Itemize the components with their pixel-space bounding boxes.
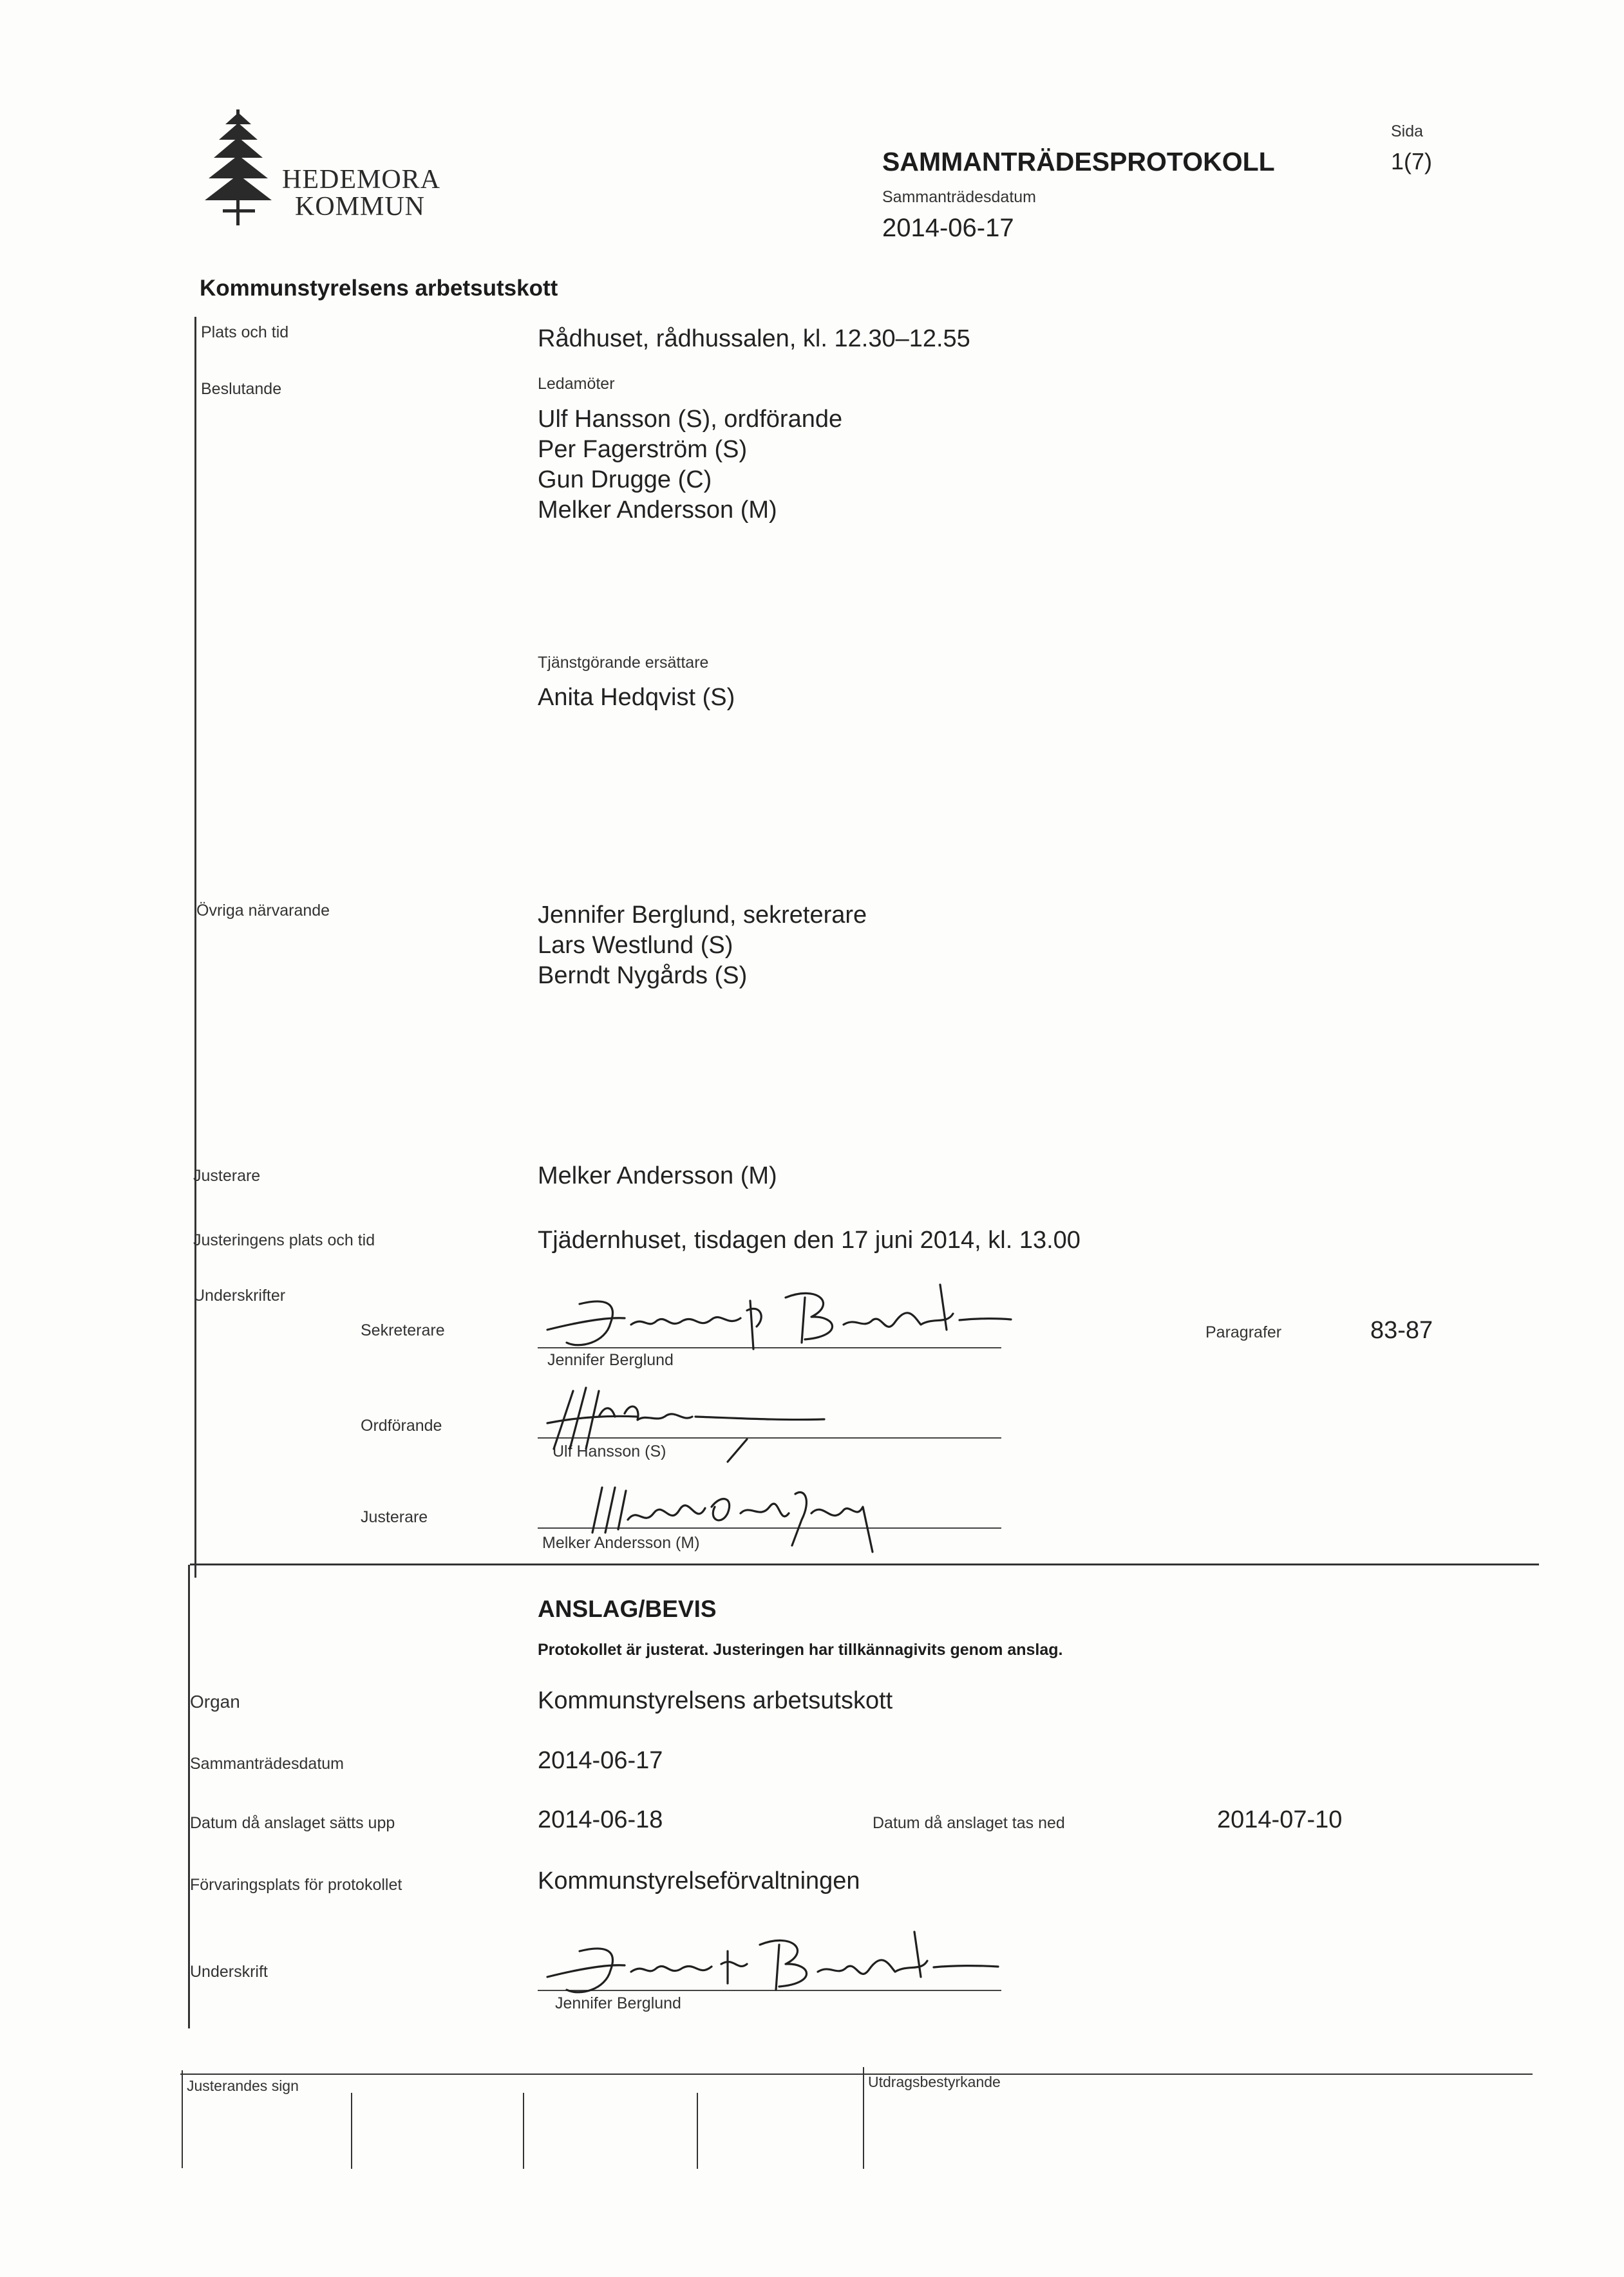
logo-name-line2: KOMMUN	[295, 192, 426, 222]
member-name: Gun Drugge (C)	[538, 466, 712, 493]
present-person: Lars Westlund (S)	[538, 932, 733, 959]
signature-name: Ulf Hansson (S)	[552, 1442, 666, 1460]
adjustment-place-value: Tjädernhuset, tisdagen den 17 juni 2014, kl. 13.00	[538, 1227, 1081, 1254]
signature-label: Underskrift	[190, 1963, 268, 1981]
signatures-label: Underskrifter	[193, 1287, 286, 1305]
meeting-date: 2014-06-17	[882, 214, 1014, 242]
footer-left-rule	[182, 2070, 183, 2168]
left-rule-upper	[194, 317, 196, 1578]
sign-box-divider[interactable]	[523, 2093, 524, 2169]
municipality-logo-tree-icon	[200, 106, 277, 229]
organ-label: Organ	[190, 1692, 240, 1712]
notice-meeting-date: 2014-06-17	[538, 1747, 663, 1774]
posted-date: 2014-06-18	[538, 1806, 663, 1833]
footer-middle-rule	[863, 2067, 864, 2169]
footer-top-rule	[180, 2074, 1533, 2075]
paragraphs-value: 83-87	[1370, 1317, 1433, 1344]
location-value: Rådhuset, rådhussalen, kl. 12.30–12.55	[538, 325, 970, 352]
notice-signature-icon	[534, 1925, 1011, 2016]
page-label: Sida	[1391, 122, 1424, 140]
paragraphs-label: Paragrafer	[1205, 1323, 1282, 1341]
posted-date-label: Datum då anslaget sätts upp	[190, 1814, 395, 1832]
adjustment-place-label: Justeringens plats och tid	[193, 1231, 375, 1249]
members-label: Ledamöter	[538, 375, 615, 393]
decision-makers-label: Beslutande	[201, 380, 282, 398]
member-name: Per Fagerström (S)	[538, 436, 748, 463]
secretary-signature-icon	[534, 1278, 1011, 1368]
sign-box-divider[interactable]	[697, 2093, 698, 2169]
storage-label: Förvaringsplats för protokollet	[190, 1876, 402, 1894]
adjusters-sign-label: Justerandes sign	[187, 2077, 299, 2094]
signature-role: Sekreterare	[361, 1321, 445, 1339]
document-title: SAMMANTRÄDESPROTOKOLL	[882, 147, 1275, 176]
notice-note: Protokollet är justerat. Justeringen har tillkännagivits genom anslag.	[538, 1641, 1063, 1659]
member-name: Melker Andersson (M)	[538, 496, 777, 524]
signature-name: Melker Andersson (M)	[542, 1534, 700, 1552]
others-present-label: Övriga närvarande	[196, 902, 330, 920]
removed-date-label: Datum då anslaget tas ned	[873, 1814, 1065, 1832]
meeting-date-label: Sammanträdesdatum	[882, 188, 1037, 206]
adjuster-signature-icon	[567, 1449, 902, 1578]
organ-value: Kommunstyrelsens arbetsutskott	[538, 1687, 893, 1714]
present-person: Berndt Nygårds (S)	[538, 962, 748, 989]
extract-certification-label: Utdragsbestyrkande	[868, 2074, 1001, 2090]
present-person: Jennifer Berglund, sekreterare	[538, 902, 867, 929]
adjuster-label: Justerare	[193, 1167, 261, 1185]
location-label: Plats och tid	[201, 323, 289, 341]
removed-date: 2014-07-10	[1217, 1806, 1343, 1833]
signature-role: Justerare	[361, 1508, 428, 1526]
logo-name-line1: HEDEMORA	[282, 165, 440, 194]
committee-title: Kommunstyrelsens arbetsutskott	[200, 276, 558, 301]
section-divider	[190, 1564, 1539, 1565]
member-name: Ulf Hansson (S), ordförande	[538, 406, 843, 433]
signature-name: Jennifer Berglund	[547, 1351, 674, 1369]
notice-title: ANSLAG/BEVIS	[538, 1596, 717, 1622]
signature-role: Ordförande	[361, 1417, 442, 1435]
storage-value: Kommunstyrelseförvaltningen	[538, 1867, 860, 1894]
page-number: 1(7)	[1391, 148, 1433, 175]
sign-box-divider[interactable]	[351, 2093, 352, 2169]
substitutes-label: Tjänstgörande ersättare	[538, 654, 709, 672]
signature-name: Jennifer Berglund	[555, 1994, 681, 2012]
left-rule-lower	[188, 1565, 190, 2028]
notice-meeting-date-label: Sammanträdesdatum	[190, 1755, 345, 1773]
substitute-name: Anita Hedqvist (S)	[538, 684, 735, 711]
adjuster-value: Melker Andersson (M)	[538, 1162, 777, 1189]
